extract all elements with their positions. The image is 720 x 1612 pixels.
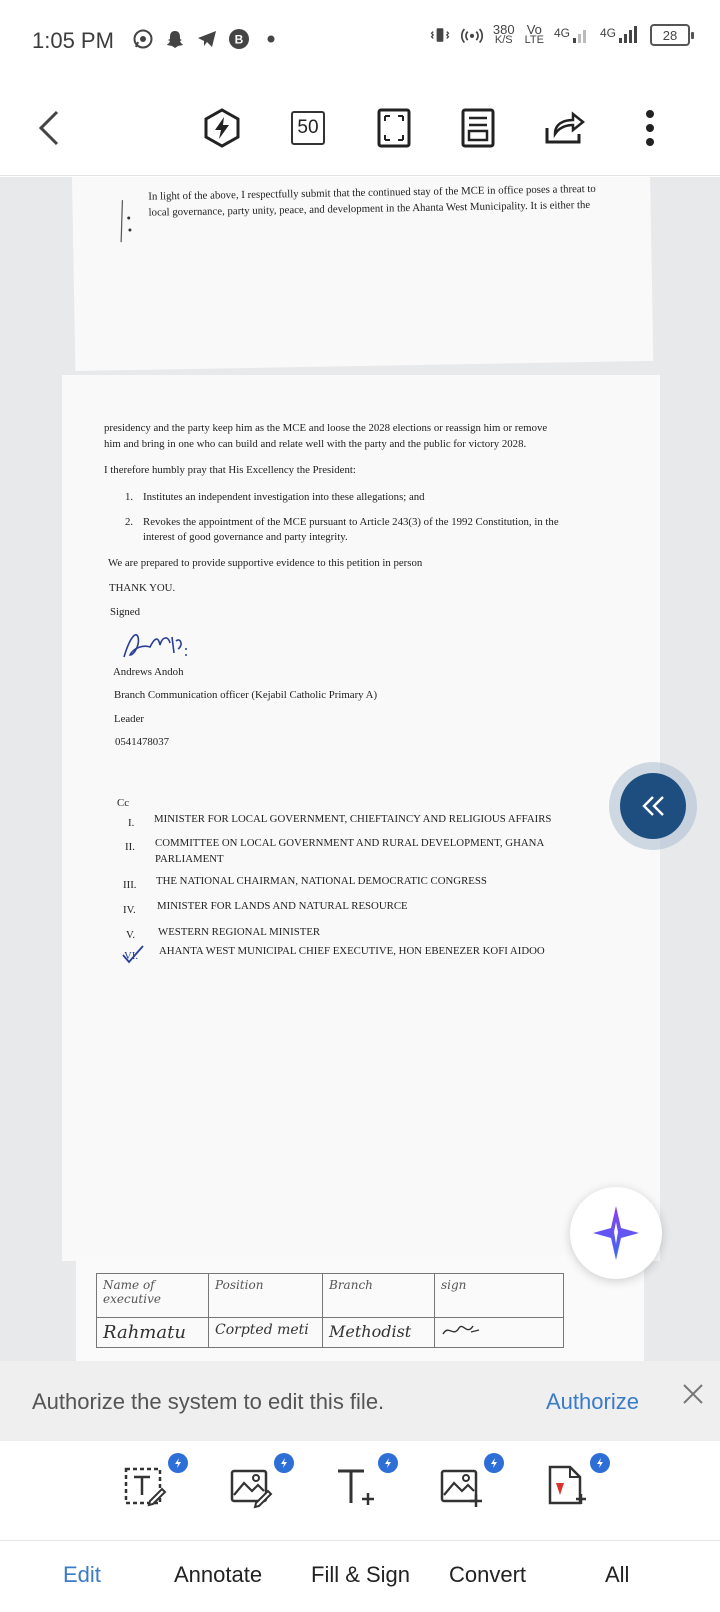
request-text: Institutes an independent investigation into these allegations; and bbox=[143, 491, 425, 503]
page-count: 50 bbox=[291, 111, 325, 145]
pdf-convert-tool[interactable] bbox=[542, 1461, 604, 1523]
edit-image-tool[interactable] bbox=[226, 1461, 288, 1523]
share-icon bbox=[543, 108, 585, 148]
volte-indicator bbox=[525, 24, 544, 46]
text-line: presidency and the party keep him as the MCE and loose the 2028 elections or reassign him or remove bbox=[104, 422, 548, 434]
table-header-text: Name of bbox=[103, 1278, 155, 1292]
net-speed-value: 380 bbox=[492, 22, 515, 37]
signal-bars-icon bbox=[618, 26, 640, 44]
table-header-cell bbox=[97, 1274, 209, 1318]
quick-action-button[interactable] bbox=[196, 102, 248, 154]
premium-badge-icon bbox=[590, 1453, 610, 1473]
cc-number: I. bbox=[128, 817, 135, 829]
handwritten-text: Rahmatu bbox=[103, 1322, 186, 1343]
tab-annotate[interactable]: Annotate bbox=[174, 1562, 263, 1587]
margin-mark-icon bbox=[116, 198, 135, 246]
text-line: local governance, party unity, peace, and development in the Ahanta West Municipality. It is either the bbox=[148, 198, 591, 219]
pdf-convert-icon bbox=[542, 1461, 592, 1511]
premium-badge-icon bbox=[274, 1453, 294, 1473]
table-header-text: executive bbox=[103, 1292, 161, 1306]
telegram-icon bbox=[196, 28, 218, 50]
notification-icons bbox=[132, 28, 282, 50]
volte-bottom: LTE bbox=[524, 34, 544, 46]
authorize-button[interactable]: Authorize bbox=[546, 1389, 639, 1414]
signer-title: Branch Communication officer (Kejabil Catholic Primary A) bbox=[114, 689, 378, 701]
tab-edit[interactable]: Edit bbox=[63, 1562, 101, 1587]
collapse-panel-button[interactable] bbox=[609, 762, 697, 850]
share-button[interactable] bbox=[538, 102, 590, 154]
handwritten-text: Corpted meti bbox=[215, 1322, 309, 1338]
back-button[interactable] bbox=[24, 102, 76, 154]
sparkle-icon bbox=[591, 1204, 641, 1262]
add-image-tool[interactable] bbox=[436, 1461, 498, 1523]
tab-all[interactable]: All bbox=[605, 1562, 630, 1587]
close-icon bbox=[681, 1382, 705, 1406]
vibrate-icon bbox=[429, 24, 451, 46]
cc-item: MINISTER FOR LOCAL GOVERNMENT, CHIEFTAINCY AND RELIGIOUS AFFAIRS bbox=[154, 813, 552, 825]
signal-bars-icon bbox=[572, 26, 590, 44]
signer-phone: 0541478037 bbox=[115, 736, 169, 748]
table-cell bbox=[209, 1318, 323, 1348]
fullscreen-button[interactable] bbox=[368, 102, 420, 154]
executive-signature-table bbox=[96, 1273, 564, 1348]
table-header-cell: sign bbox=[435, 1274, 564, 1318]
table-cell bbox=[435, 1318, 564, 1348]
close-banner-button[interactable] bbox=[676, 1377, 710, 1411]
premium-badge-icon bbox=[378, 1453, 398, 1473]
back-icon bbox=[35, 108, 65, 148]
signer-name: Andrews Andoh bbox=[113, 666, 184, 678]
b-app-icon bbox=[228, 28, 250, 50]
request-text: Revokes the appointment of the MCE pursuant to Article 243(3) of the 1992 Constitution, in the bbox=[143, 516, 559, 528]
request-number: 2. bbox=[125, 516, 134, 528]
ai-assistant-button[interactable] bbox=[570, 1187, 662, 1279]
more-button[interactable] bbox=[624, 102, 676, 154]
thanks-line: THANK YOU. bbox=[109, 582, 176, 594]
cc-item: THE NATIONAL CHAIRMAN, NATIONAL DEMOCRATIC CONGRESS bbox=[156, 875, 487, 887]
tab-fill-sign[interactable]: Fill & Sign bbox=[311, 1562, 411, 1587]
signal-2-label: 4G bbox=[599, 26, 616, 40]
cc-item: PARLIAMENT bbox=[155, 853, 224, 865]
signature-image bbox=[120, 627, 194, 663]
add-text-tool[interactable] bbox=[330, 1461, 392, 1523]
add-text-icon bbox=[330, 1461, 380, 1511]
cc-number: III. bbox=[123, 879, 137, 891]
reading-mode-button[interactable] bbox=[452, 102, 504, 154]
authorize-banner bbox=[0, 1361, 720, 1441]
cc-label: Cc bbox=[117, 797, 129, 809]
signal-1 bbox=[554, 26, 590, 44]
table-cell bbox=[323, 1318, 435, 1348]
fullscreen-icon bbox=[377, 108, 411, 148]
page-count-button[interactable] bbox=[282, 102, 334, 154]
table-header-cell: Position bbox=[209, 1274, 323, 1318]
whatsapp-icon bbox=[132, 28, 154, 50]
authorize-message: Authorize the system to edit this file. bbox=[32, 1389, 385, 1414]
checkmark-icon bbox=[120, 943, 146, 965]
request-number: 1. bbox=[125, 491, 134, 503]
premium-badge-icon bbox=[484, 1453, 504, 1473]
document-viewer[interactable] bbox=[0, 177, 720, 1361]
hotspot-icon bbox=[461, 24, 483, 46]
evidence-line: We are prepared to provide supportive evidence to this petition in person bbox=[108, 557, 423, 569]
signed-label: Signed bbox=[110, 606, 140, 618]
table-cell bbox=[97, 1318, 209, 1348]
document-page-2 bbox=[62, 375, 660, 1261]
more-icon bbox=[644, 108, 656, 148]
system-icons bbox=[429, 24, 690, 46]
cc-item: MINISTER FOR LANDS AND NATURAL RESOURCE bbox=[157, 900, 408, 912]
document-page-1 bbox=[72, 177, 653, 371]
text-line: him and bring in one who can build and relate well with the party and the public for victory 2028. bbox=[104, 438, 527, 450]
cc-item: AHANTA WEST MUNICIPAL CHIEF EXECUTIVE, HON EBENEZER KOFI AIDOO bbox=[159, 945, 545, 957]
signer-role: Leader bbox=[114, 713, 144, 725]
edit-image-icon bbox=[226, 1461, 276, 1511]
table-header-cell: Branch bbox=[323, 1274, 435, 1318]
double-chevron-left-icon bbox=[620, 773, 686, 839]
bottom-nav bbox=[0, 1542, 720, 1612]
viewer-toolbar bbox=[0, 82, 720, 176]
lightning-icon bbox=[202, 108, 242, 148]
dot-icon bbox=[260, 28, 282, 50]
net-speed-unit: K/S bbox=[494, 34, 513, 46]
edit-tools-row bbox=[0, 1441, 720, 1541]
reading-mode-icon bbox=[461, 108, 495, 148]
signal-1-label: 4G bbox=[553, 26, 570, 40]
cc-number: V. bbox=[126, 929, 136, 941]
add-image-icon bbox=[436, 1461, 486, 1511]
snapchat-icon bbox=[164, 28, 186, 50]
text-line: In light of the above, I respectfully submit that the continued stay of the MCE in office poses a threat to bbox=[148, 182, 596, 203]
cc-item: COMMITTEE ON LOCAL GOVERNMENT AND RURAL DEVELOPMENT, GHANA bbox=[155, 837, 545, 849]
edit-text-tool[interactable] bbox=[120, 1461, 182, 1523]
net-speed bbox=[493, 24, 515, 46]
battery-indicator: 28 bbox=[650, 24, 690, 46]
svg-text:B: B bbox=[234, 32, 244, 47]
tab-convert[interactable]: Convert bbox=[449, 1562, 527, 1587]
signal-2 bbox=[600, 26, 640, 44]
status-time: 1:05 PM bbox=[32, 28, 114, 53]
document-page-3 bbox=[76, 1255, 644, 1361]
pray-line: I therefore humbly pray that His Excellency the President: bbox=[104, 464, 356, 476]
cc-number: II. bbox=[125, 841, 135, 853]
edit-text-icon bbox=[120, 1461, 170, 1511]
handwritten-text: Methodist bbox=[329, 1322, 412, 1341]
signature-image bbox=[441, 1322, 481, 1340]
cc-item: WESTERN REGIONAL MINISTER bbox=[158, 926, 321, 938]
cc-number: VI. bbox=[124, 950, 139, 962]
cc-number: IV. bbox=[123, 904, 136, 916]
request-text: interest of good governance and party integrity. bbox=[143, 531, 348, 543]
volte-top: Vo bbox=[526, 22, 542, 37]
premium-badge-icon bbox=[168, 1453, 188, 1473]
status-bar bbox=[0, 0, 720, 82]
